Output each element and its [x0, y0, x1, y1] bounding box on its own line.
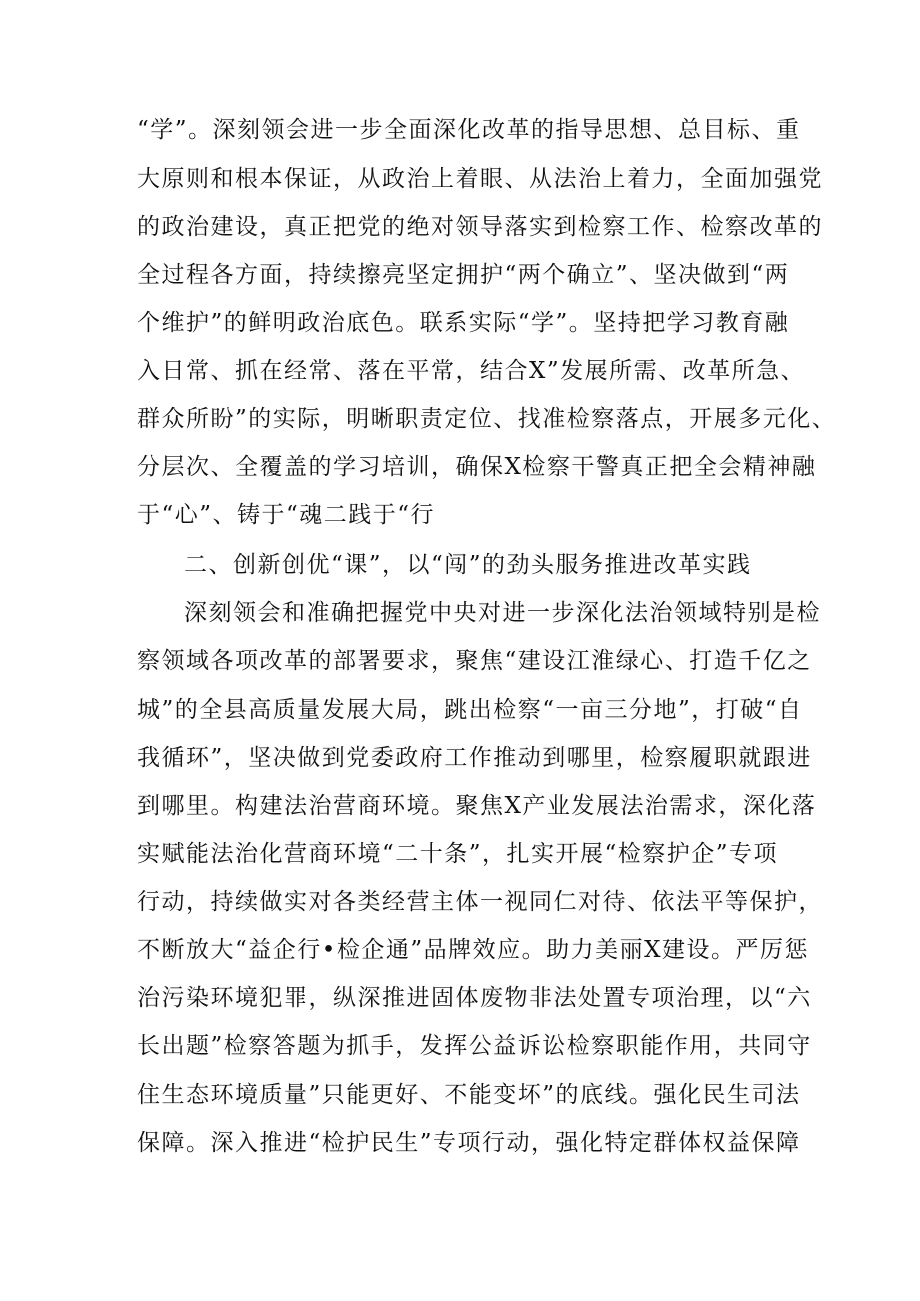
paragraph-line: 群众所盼”的实际，明晰职责定位、找准检察落点，开展多元化、: [137, 406, 837, 432]
paragraph-line: 于“心”、铸于“魂二践于“行: [137, 502, 436, 528]
paragraph-line: 治污染环境犯罪，纵深推进固体废物非法处置专项治理，以“六: [137, 985, 812, 1011]
paragraph-line: 察领域各项改革的部署要求，聚焦“建设江淮绿心、打造千亿之: [137, 648, 812, 674]
paragraph-line: 长出题”检察答题为抓手，发挥公益诉讼检察职能作用，共同守: [137, 1033, 812, 1059]
paragraph-line: 个维护”的鲜明政治底色。联系实际“学”。坚持把学习教育融: [137, 310, 790, 336]
paragraph-line: 全过程各方面，持续擦亮坚定拥护“两个确立”、坚决做到“两: [137, 262, 790, 288]
paragraph-line: 我循环”，坚决做到党委政府工作推动到哪里，检察履职就跟进: [137, 745, 812, 771]
section-heading: 二、创新创优“课”，以“闯”的劲头服务推进改革实践: [184, 552, 752, 578]
paragraph-line: 实赋能法治化营商环境“二十条”，扎实开展“检察护企”专项: [137, 841, 779, 867]
paragraph-line: 到哪里。构建法治营商环境。聚焦X产业发展法治需求，深化落: [137, 793, 817, 819]
paragraph-line: 大原则和根本保证，从政治上着眼、从法治上着力，全面加强党: [137, 166, 823, 192]
paragraph-line: 深刻领会和准确把握党中央对进一步深化法治领域特别是检: [184, 600, 821, 626]
paragraph-line: 行动，持续做实对各类经营主体一视同仁对待、依法平等保护，: [137, 889, 823, 915]
paragraph-line: 分层次、全覆盖的学习培训，确保X检察干警真正把全会精神融: [137, 454, 817, 480]
paragraph-line: “学”。深刻领会进一步全面深化改革的指导思想、总目标、重: [137, 117, 801, 143]
paragraph-line: 城”的全县高质量发展大局，跳出检察“一亩三分地”，打破“自: [137, 697, 803, 723]
paragraph-line: 保障。深入推进“检护民生”专项行动，强化特定群体权益保障: [137, 1130, 801, 1156]
paragraph-line: 的政治建设，真正把党的绝对领导落实到检察工作、检察改革的: [137, 214, 823, 240]
paragraph-line: 入日常、抓在经常、落在平常，结合X”发展所需、改革所急、: [137, 358, 806, 384]
paragraph-line: 不断放大“益企行•检企通”品牌效应。助力美丽X建设。严厉惩: [137, 937, 809, 963]
paragraph-line: 住生态环境质量”只能更好、不能变坏”的底线。强化民生司法: [137, 1082, 801, 1108]
